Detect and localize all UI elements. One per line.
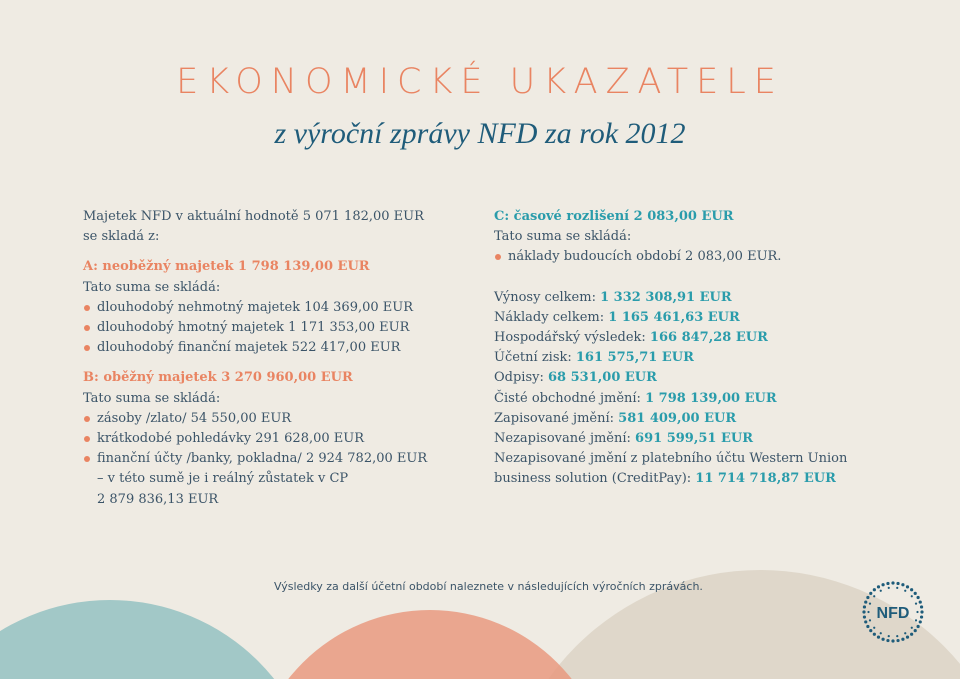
logo-dot [896,582,899,585]
logo-dot [920,610,923,613]
footer-note: Výsledky za další účetní období naleznete v následujících výročních zprávách. [274,580,703,593]
logo-dot [886,582,889,585]
logo-dot [873,633,876,636]
metric-label: Zapisované jmění: [494,410,619,426]
metric-label: Náklady celkem: [494,309,609,325]
metric-value: 68 531,00 EUR [548,370,657,386]
logo-dot [891,581,894,584]
western-union-text: Nezapisované jmění z platebního účtu Western Union [494,451,848,467]
orange-arc-shape [250,610,610,679]
logo-dot [915,603,917,605]
logo-dot [888,587,890,589]
list-item: finanční účty /banky, pokladna/ 2 924 782,00 EUR [83,449,483,469]
logo-dot [901,583,904,586]
list-item: dlouhodobý finanční majetek 522 417,00 EUR [83,338,483,358]
metric-row-revenue [494,288,914,308]
logo-dot [891,639,894,642]
logo-dot [917,596,920,599]
logo-dot [920,605,923,608]
logo-dot [888,635,890,637]
logo-dot [896,587,898,589]
results-column [494,207,914,490]
metric-value: 581 409,00 EUR [618,410,737,426]
section-b-note: – v této sumě je i reálný zůstatek v CP [97,471,349,487]
metric-row-costs [494,308,914,328]
logo-dot [916,611,918,613]
logo-dot [917,625,920,628]
logo-dot [881,638,884,641]
metric-value: 1 798 139,00 EUR [645,390,777,406]
assets-column [83,207,483,510]
logo-dot [914,629,917,632]
page-subtitle: z výroční zprávy NFD za rok 2012 [274,117,686,150]
logo-dot [915,619,917,621]
logo-dot [906,585,909,588]
logo-dot [866,596,869,599]
metric-label: Čisté obchodné jmění: [494,390,646,406]
metric-label: Hospodářský výsledek: [494,330,650,346]
logo-dot [873,627,875,629]
metric-row-profit [494,348,914,368]
logo-dot [869,619,871,621]
metric-value: 11 714 718,87 EUR [695,471,836,487]
logo-dot [880,632,882,634]
logo-dot [862,610,865,613]
metric-row-western-union [494,469,914,489]
metric-value: 161 575,71 EUR [575,350,694,366]
logo-dot [896,635,898,637]
teal-arc-shape [0,600,320,679]
metric-row-depreciation [494,368,914,388]
section-b-note-value: 2 879 836,13 EUR [97,491,219,507]
metric-value: 1 332 308,91 EUR [600,289,732,305]
intro-text: Majetek NFD v aktuální hodnotě 5 071 182,00 EUR [83,209,424,224]
logo-dot [906,636,909,639]
metric-value: 691 599,51 EUR [635,431,754,447]
logo-dot [911,595,913,597]
logo-text: NFD [876,605,910,622]
logo-dot [901,638,904,641]
section-b-consists: Tato suma se skládá: [83,390,221,406]
section-c-consists: Tato suma se skládá: [494,229,632,245]
metric-value: 1 165 461,63 EUR [608,309,740,325]
metric-row-registered [494,409,914,429]
logo-dot [910,633,913,636]
logo-dot [919,620,922,623]
metric-label: Nezapisované jmění: [494,431,636,447]
logo-dot [886,639,889,642]
logo-dot [896,639,899,642]
list-item: krátkodobé pohledávky 291 628,00 EUR [83,429,483,449]
logo-dot [864,600,867,603]
metric-label: Odpisy: [494,370,548,386]
section-b-heading: B: oběžný majetek 3 270 960,00 EUR [83,370,353,386]
logo-dot [869,603,871,605]
nfd-logo [861,580,925,644]
list-item: zásoby /zlato/ 54 550,00 EUR [83,409,483,429]
logo-dot [880,590,882,592]
metric-row-net-assets [494,389,914,409]
logo-dot [863,605,866,608]
logo-dot [867,611,869,613]
list-item: dlouhodobý hmotný majetek 1 171 353,00 EUR [83,318,483,338]
logo-dot [869,629,872,632]
metric-label: Výnosy celkem: [494,289,601,305]
intro-text-cont: se skladá z: [83,229,160,245]
metric-row-result [494,328,914,348]
logo-dot [914,592,917,595]
logo-dot [911,627,913,629]
section-a-heading: A: neoběžný majetek 1 798 139,00 EUR [83,259,370,275]
logo-dot [910,588,913,591]
logo-dot [866,625,869,628]
logo-dot [920,615,923,618]
section-a-consists: Tato suma se skládá: [83,279,221,295]
logo-dot [877,585,880,588]
logo-dot [869,592,872,595]
logo-dot [864,620,867,623]
metric-row-unregistered [494,429,914,449]
logo-dot [863,615,866,618]
logo-dot [919,600,922,603]
logo-dot [904,632,906,634]
list-item: náklady budoucích období 2 083,00 EUR. [494,247,914,267]
logo-dot [877,636,880,639]
logo-dot [904,590,906,592]
page-title: EKONOMICKÉ UKAZATELE [176,62,784,102]
metric-label: Účetní zisk: [494,350,576,366]
metric-label: business solution (CreditPay): [494,471,696,487]
logo-dot [881,583,884,586]
list-item: dlouhodobý nehmotný majetek 104 369,00 EUR [83,298,483,318]
logo-dot [873,595,875,597]
section-c-heading: C: časové rozlišení 2 083,00 EUR [494,209,734,224]
logo-dot [873,588,876,591]
metric-value: 166 847,28 EUR [649,330,768,346]
